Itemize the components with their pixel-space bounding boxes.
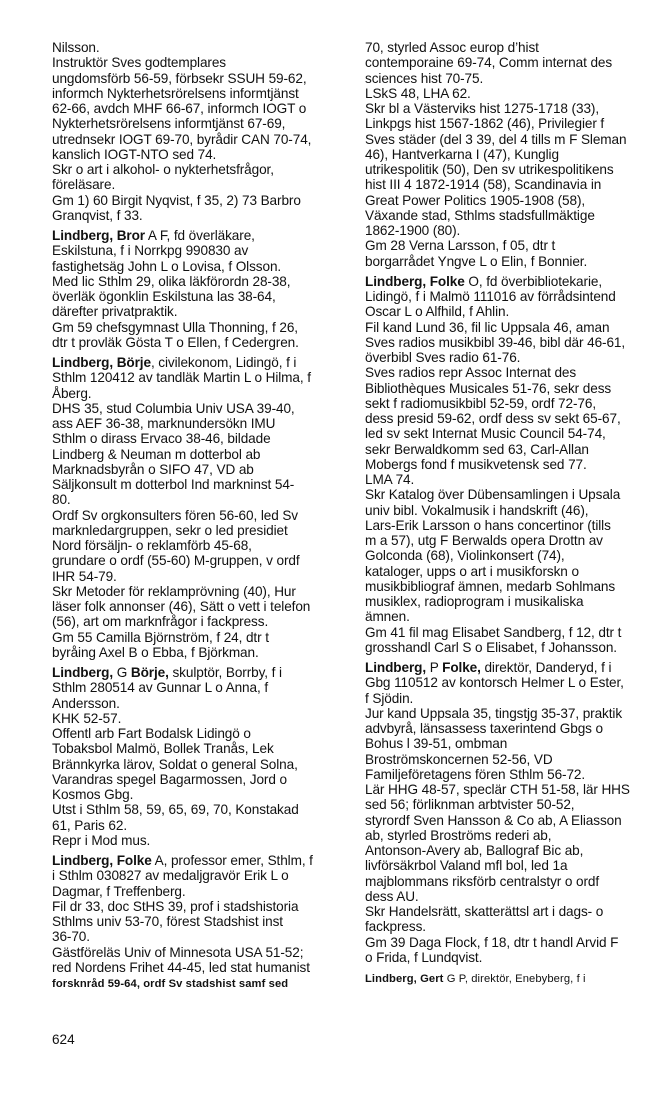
text-line: Sves radios repr Assoc Internat des — [365, 365, 577, 381]
text-segment: A, professor emer, Sthlm, f — [151, 853, 313, 868]
text-line: KHK 52-57. — [52, 710, 122, 726]
entry-name: Börje, — [130, 665, 169, 680]
text-line: Broströmskoncernen 52-56, VD — [365, 751, 553, 767]
text-line: Gm 28 Verna Larsson, f 05, dtr t — [365, 238, 556, 254]
entry-name: Lindberg, Bror — [52, 228, 145, 243]
text-line: 61, Paris 62. — [52, 817, 128, 833]
text-line: Marknadsbyrån o SIFO 47, VD ab — [52, 461, 254, 477]
text-line: Gm 59 chefsgymnast Ulla Thonning, f 26, — [52, 319, 298, 335]
text-line: läser folk annonser (46), Sätt o vett i telefon — [52, 599, 311, 614]
biography-entry — [365, 40, 664, 269]
text-line: Fil dr 33, doc StHS 39, prof i stadshistoria — [52, 898, 299, 914]
text-line: ungdomsförb 56-59, förbsekr SSUH 59-62, — [52, 70, 307, 86]
text-line: dess AU. — [365, 888, 419, 904]
entry-continuation — [52, 40, 352, 223]
text-line: Fil kand Lund 36, fil lic Uppsala 46, aman — [365, 319, 610, 335]
right-column — [365, 40, 664, 992]
text-line: dess presid 59-62, ordf dess sv sekt 65-67, — [365, 411, 621, 426]
text-line: ab, styrled Broströms rederi ab, — [365, 827, 552, 843]
text-line — [365, 274, 664, 289]
text-line: Kosmos Gbg. — [52, 787, 134, 802]
text-line: (56), art om marknfrågor i fackpress. — [52, 614, 269, 630]
text-line: Gm 41 fil mag Elisabet Sandberg, f 12, dtr t — [365, 624, 622, 640]
text-line: Sthlms univ 53-70, förest Stadshist inst — [52, 914, 283, 929]
text-line: Skr o art i alkohol- o nykterhetsfrågor, — [52, 162, 274, 177]
text-segment: , civilekonom, Lidingö, f i — [150, 355, 297, 370]
text-line: red Nordens Frihet 44-45, led stat humanist — [52, 959, 310, 975]
text-line: sciences hist 70-75. — [365, 70, 484, 86]
text-line: kanslich IOGT-NTO sed 74. — [52, 146, 217, 162]
text-line: Jur kand Uppsala 35, tingstjg 35-37, praktik — [365, 705, 623, 721]
entry-name: Lindberg, Gert — [365, 973, 444, 985]
text-line: 36-70. — [52, 929, 90, 945]
text-line: Tobaksbol Malmö, Bollek Tranås, Lek — [52, 741, 274, 757]
text-line: o Frida, f Lundqvist. — [365, 949, 483, 965]
text-line: grosshandl Carl S o Elisabet, f Johansson. — [365, 639, 617, 655]
entry-name: Lindberg, Folke — [52, 853, 152, 868]
text-line: Granqvist, f 33. — [52, 207, 143, 223]
text-line: Gm 55 Camilla Björnström, f 24, dtr t — [52, 629, 269, 645]
biography-entry — [365, 970, 664, 987]
text-line — [365, 970, 664, 987]
text-line: dtr t provläk Gösta T o Ellen, f Cedergren. — [52, 334, 299, 350]
text-line: Sves radios musikbibl 39-46, bibl där 46-61, — [365, 334, 626, 350]
text-line: Gm 1) 60 Birgit Nyqvist, f 35, 2) 73 Barbro — [52, 192, 301, 208]
text-line: Åberg. — [52, 385, 92, 401]
entry-name: Folke, — [442, 660, 481, 675]
text-line: sekt f radiomusikbibl 52-59, ordf 72-76, — [365, 395, 596, 411]
text-line: Linkpgs hist 1567-1862 (46), Privilegier f — [365, 116, 605, 132]
text-line: grundare o ordf (55-60) M-gruppen, v ordf — [52, 553, 300, 569]
text-line: fackpress. — [365, 919, 426, 935]
text-line: i Sthlm 030827 av medaljgravör Erik L o — [52, 868, 289, 884]
text-line: Golconda (68), Violinkonsert (74), — [365, 548, 565, 564]
text-line: IHR 54-79. — [52, 568, 117, 584]
text-line: Utst i Sthlm 58, 59, 65, 69, 70, Konstakad — [52, 802, 299, 818]
text-line: LSkS 48, LHA 62. — [365, 85, 471, 101]
text-line: 46), Hantverkarna I (47), Kunglig — [365, 146, 559, 162]
text-line: ass AEF 36-38, marknundersökn IMU — [52, 416, 276, 431]
text-line: Skr Katalog över Dübensamlingen i Upsala — [365, 487, 621, 503]
text-line: överläk ögonklin Eskilstuna las 38-64, — [52, 289, 276, 304]
text-segment: forsknråd 59-64, ordf Sv stadshist samf sed — [52, 978, 289, 990]
text-segment: direktör, Danderyd, f i — [480, 660, 612, 675]
text-line: univ bibl. Vokalmusik i handskrift (46), — [365, 502, 589, 518]
text-line: Great Power Politics 1905-1908 (58), — [365, 192, 586, 208]
text-line: advbyrå, länsassess taxerintend Gbgs o — [365, 721, 604, 736]
entry-name: Lindberg, Folke — [365, 273, 465, 289]
text-line: Skr Metoder för reklamprövning (40), Hur — [52, 583, 296, 599]
text-line: Lars-Erik Larsson o hans concertinor (tills — [365, 517, 611, 533]
text-line: 70, styrled Assoc europ d’hist — [365, 40, 539, 55]
biography-entry — [52, 228, 352, 350]
text-line: utrikespolitik (50), Den sv utrikespolitikens — [365, 162, 614, 177]
text-line: Lidingö, f i Malmö 111016 av förrådsintend — [365, 289, 616, 304]
biography-entry — [365, 660, 664, 965]
text-line: Sves städer (del 3 39, del 4 tills m F Sleman — [365, 131, 627, 147]
text-segment: P — [426, 660, 443, 675]
text-line: sed 56; förliknman arbtvister 50-52, — [365, 797, 575, 813]
text-line: marknledargruppen, sekr o led presidiet — [52, 522, 288, 538]
text-segment: skulptör, Borrby, f i — [168, 665, 282, 680]
page-number: 624 — [52, 1032, 75, 1047]
text-line: byråing Axel B o Ebba, f Björkman. — [52, 644, 259, 660]
text-segment: A F, fd överläkare, — [145, 228, 255, 243]
text-segment: G — [113, 665, 131, 680]
biography-entry — [52, 665, 352, 848]
text-line: Säljkonsult m dotterbol Ind markninst 54- — [52, 477, 295, 492]
text-line: Nilsson. — [52, 40, 100, 55]
text-line: Eskilstuna, f i Norrkpg 990830 av — [52, 243, 249, 259]
text-line — [365, 660, 664, 675]
text-line: contemporaine 69-74, Comm internat des — [365, 55, 613, 71]
text-line — [52, 853, 352, 868]
text-line: musiklex, radioprogram i musikaliska — [365, 594, 584, 609]
text-line: 80. — [52, 492, 71, 508]
text-line: Offentl arb Fart Bodalsk Lidingö o — [52, 726, 251, 741]
text-line: Sthlm 280514 av Gunnar L o Anna, f — [52, 680, 269, 696]
text-line: Mobergs fond f musikvetensk sed 77. — [365, 456, 587, 472]
text-line: f Sjödin. — [365, 690, 414, 706]
text-line: sekr Berwaldkomm sed 63, Carl-Allan — [365, 441, 589, 457]
text-line: Gbg 110512 av kontorsch Helmer L o Ester, — [365, 675, 624, 691]
text-line: överbibl Sves radio 61-76. — [365, 350, 521, 365]
text-line: Sthlm o dirass Ervaco 38-46, bildade — [52, 431, 271, 447]
text-line: informch Nykterhetsrörelsens informtjänst — [52, 85, 299, 101]
text-line: Dagmar, f Treffenberg. — [52, 883, 186, 899]
biography-entry — [52, 355, 352, 660]
text-line: Repr i Mod mus. — [52, 832, 151, 848]
text-line: styrordf Sven Hansson & Co ab, A Eliasson — [365, 812, 622, 828]
left-column — [52, 40, 352, 997]
text-line: hist III 4 1872-1914 (58), Scandinavia in — [365, 177, 602, 193]
text-line: led sv sekt Internat Music Council 54-74, — [365, 426, 606, 442]
text-line: Gm 39 Daga Flock, f 18, dtr t handl Arvid F — [365, 934, 619, 950]
text-line: fastighetsäg John L o Lovisa, f Olsson. — [52, 258, 282, 274]
text-line: Ordf Sv orgkonsulters fören 56-60, led Sv — [52, 507, 298, 523]
text-line — [52, 355, 352, 370]
text-line: Varandras spegel Bagarmossen, Jord o — [52, 771, 287, 787]
text-line: Bohus l 39-51, ombman — [365, 736, 508, 752]
biography-entry — [365, 274, 664, 655]
text-segment: O, fd överbibliotekarie, — [464, 273, 602, 289]
text-line: majblommans riksförb centralstyr o ordf — [365, 873, 600, 889]
text-line: Nord försäljn- o reklamförb 45-68, — [52, 538, 252, 553]
text-line: kataloger, upps o art i musikforskn o — [365, 563, 579, 579]
entry-name: Lindberg, — [52, 665, 114, 680]
entry-name: Lindberg, Börje — [52, 355, 151, 370]
text-line: borgarrådet Yngve L o Elin, f Bonnier. — [365, 253, 588, 269]
text-line: Antonson-Avery ab, Ballograf Bic ab, — [365, 843, 584, 858]
text-line — [52, 228, 352, 243]
text-line: Skr Handelsrätt, skatterättsl art i dags- o — [365, 904, 604, 919]
text-line: Sthlm 120412 av tandläk Martin L o Hilma, f — [52, 370, 311, 386]
text-line: Lär HHG 48-57, speclär CTH 51-58, lär HHS — [365, 782, 630, 797]
text-line — [52, 665, 352, 680]
text-line: Oscar L o Alfhild, f Ahlin. — [365, 304, 510, 320]
text-line: DHS 35, stud Columbia Univ USA 39-40, — [52, 400, 295, 416]
text-line: utrednsekr IOGT 69-70, byrådir CAN 70-74, — [52, 131, 312, 147]
text-line: Bibliothèques Musicales 51-76, sekr dess — [365, 380, 612, 396]
text-line: Med lic Sthlm 29, olika läkförordn 28-38, — [52, 273, 291, 289]
text-line: musikbibliograf ämnen, medarb Sohlmans — [365, 578, 616, 594]
text-line: Andersson. — [52, 695, 120, 711]
entry-name: Lindberg, — [365, 660, 427, 675]
text-line: LMA 74. — [365, 472, 415, 487]
text-line: Nykterhetsrörelsens informtjänst 67-69, — [52, 116, 286, 132]
text-line: 62-66, avdch MHF 66-67, informch IOGT o — [52, 101, 307, 116]
text-line: m a 57), utg F Berwalds opera Drottn av — [365, 533, 603, 548]
text-line: ämnen. — [365, 609, 410, 625]
text-line: föreläsare. — [52, 177, 116, 193]
text-line: Skr bl a Västerviks hist 1275-1718 (33), — [365, 101, 600, 116]
text-line: 1862-1900 (80). — [365, 223, 461, 238]
text-line — [52, 975, 352, 992]
text-line: Brännkyrka lärov, Soldat o general Solna, — [52, 756, 298, 772]
text-line: Gästföreläs Univ of Minnesota USA 51-52; — [52, 944, 304, 960]
text-line: livförsäkrbol Valand mfl bol, led 1a — [365, 858, 568, 874]
biography-entry — [52, 853, 352, 992]
text-segment: G P, direktör, Enebyberg, f i — [443, 973, 586, 985]
text-line: Lindberg & Neuman m dotterbol ab — [52, 446, 261, 462]
text-line: Familjeföretagens fören Sthlm 56-72. — [365, 766, 586, 782]
text-line: Växande stad, Sthlms stadsfullmäktige — [365, 207, 595, 223]
text-line: Instruktör Sves godtemplares — [52, 55, 226, 71]
text-line: därefter privatpraktik. — [52, 304, 178, 320]
